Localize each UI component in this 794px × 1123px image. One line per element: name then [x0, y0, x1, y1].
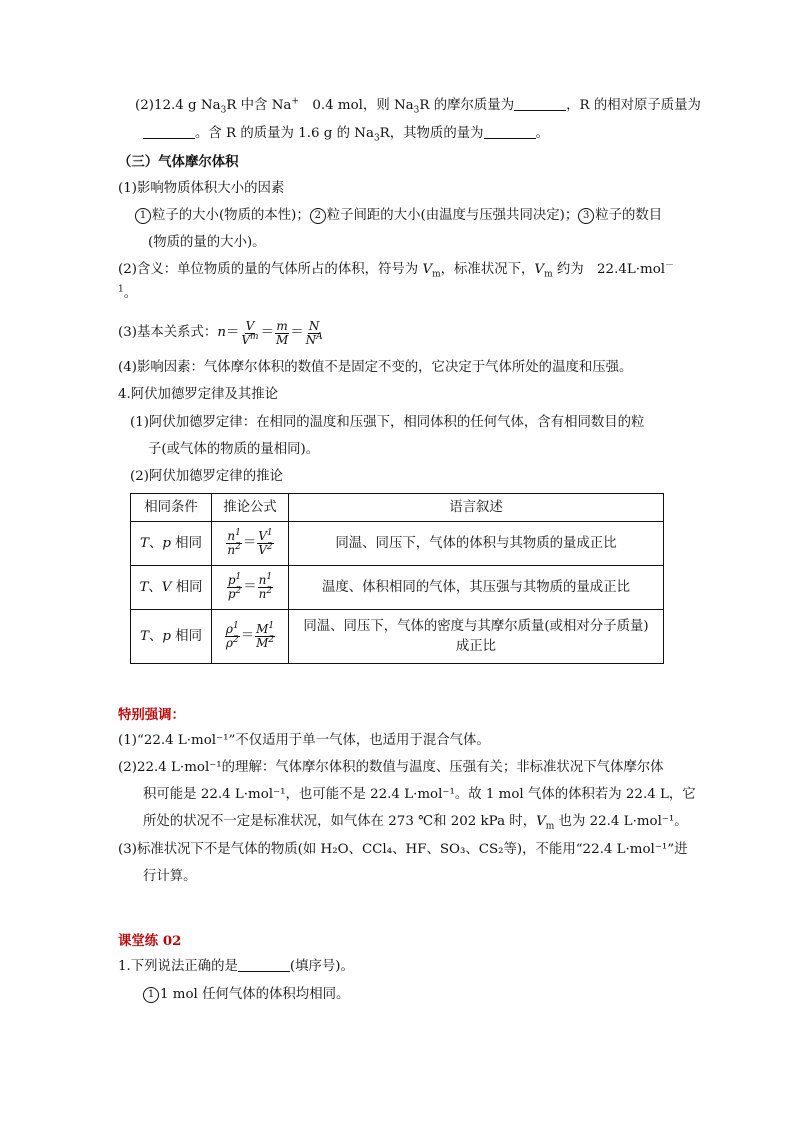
table-header-cell: 推论公式 [212, 494, 289, 522]
section4-p1: (1)阿伏加德罗定律：在相同的温度和压强下，相同体积的任何气体，含有相同数目的粒 [130, 415, 645, 430]
q2-line-1: (2)12.4 g $Na_3R$ 中含 Na+ 0.4 mol，则 $Na_3R$ 的摩尔质量为 ，R 的相对原子质量为 [135, 96, 701, 116]
emphasis-title: 特别强调： [118, 707, 185, 723]
practice-title: 课堂练 02 [118, 933, 182, 949]
table-cell-formula: $\frac{\rho^1}{\rho^2}$ ＝ $\frac{M^1}{M^2}$ [212, 610, 289, 664]
section-title-gas-molar-volume: （三）气体摩尔体积 [118, 154, 239, 170]
emphasis-item-3-line-2: 行计算。 [143, 869, 197, 884]
circled-number-1: 1 [135, 208, 151, 224]
section3-p2: (2)含义：单位物质的量的气体所占的体积，符号为 $V_m$，标准状况下，$V_m$ 约为 22.4L·mol－ [118, 260, 675, 280]
table-cell-condition: T、p 相同 [131, 610, 212, 664]
answer-blank-molar-mass[interactable] [514, 96, 566, 111]
table-header-row [131, 494, 664, 522]
section3-p4: (4)影响因素：气体摩尔体积的数值不是固定不变的，它决定于气体所处的温度和压强。 [118, 360, 633, 375]
practice-q1-option-1: 1 1 mol 任何气体的体积均相同。 [143, 985, 349, 1005]
emphasis-item-2-line-3: 所处的状况不一定是标准状况，如气体在 273 ℃和 202 kPa 时，$V_m$ 也为 22.4 L·mol⁻¹。 [143, 814, 688, 832]
table-header-cell: 相同条件 [131, 494, 212, 522]
section4-p1-cont: 子(或气体的物质的量相同)。 [148, 442, 320, 457]
section4-p2: (2)阿伏加德罗定律的推论 [130, 469, 283, 484]
answer-blank-atomic-mass[interactable] [143, 124, 195, 139]
q2-line-2: 。含 R 的质量为 1.6 g 的 $Na_3R$，其物质的量为 。 [143, 124, 549, 144]
table-cell-description: 同温、同压下，气体的密度与其摩尔质量(或相对分子质量) 成正比 [289, 610, 664, 664]
emphasis-item-3-line-1: (3)标准状况下不是气体的物质(如 H₂O、CCl₄、HF、SO₃、CS₂等)，不能用“22.4 L·mol⁻¹”进 [118, 842, 688, 857]
table-cell-condition: T、V 相同 [131, 566, 212, 610]
table-cell-description: 同温、同压下，气体的体积与其物质的量成正比 [289, 522, 664, 566]
table-cell-condition: T、p 相同 [131, 522, 212, 566]
circled-number-1: 1 [143, 987, 159, 1003]
fraction-v-over-vm: $\frac{V}{V^m}$ [241, 318, 259, 347]
table-cell-formula: $\frac{p^1}{p^2}$ ＝ $\frac{n^1}{n^2}$ [212, 566, 289, 610]
circled-number-2: 2 [310, 208, 326, 224]
fraction-N-over-NA: $\frac{N}{N^A}$ [305, 318, 323, 347]
section3-p2-cont: $^1$。 [118, 284, 138, 301]
practice-q1: 1.下列说法正确的是 (填序号)。 [118, 959, 354, 974]
answer-blank-q1[interactable] [238, 957, 290, 972]
emphasis-item-2-line-1: (2)22.4 L·mol⁻¹的理解：气体摩尔体积的数值与温度、压强有关；非标准状况下气体摩尔体 [118, 760, 664, 775]
fraction-m-over-M: $\frac{m}{M}$ [275, 318, 289, 347]
table-row [131, 610, 664, 664]
table-row [131, 566, 664, 610]
emphasis-item-2-line-2: 积可能是 22.4 L·mol⁻¹，也可能不是 22.4 L·mol⁻¹。故 1 mol 气体的体积若为 22.4 L，它 [143, 787, 696, 802]
section3-p1-cont: (物质的量的大小)。 [148, 235, 266, 250]
section3-p3-formula: (3)基本关系式： n ＝ $\frac{V}{V^m}$ ＝ $\frac{m}{M}$ ＝ $\frac{N}{N^A}$ [118, 318, 323, 347]
table-cell-formula: $\frac{n^1}{n^2}$ ＝ $\frac{V^1}{V^2}$ [212, 522, 289, 566]
circled-number-3: 3 [578, 208, 594, 224]
section3-p1: (1)影响物质体积大小的因素 [118, 181, 285, 196]
answer-blank-amount[interactable] [484, 124, 536, 139]
avogadro-inference-table [130, 493, 664, 664]
table-header-cell: 语言叙述 [289, 494, 664, 522]
table-row [131, 522, 664, 566]
emphasis-item-1: (1)“22.4 L·mol⁻¹”不仅适用于单一气体，也适用于混合气体。 [118, 733, 490, 748]
table-cell-description: 温度、体积相同的气体，其压强与其物质的量成正比 [289, 566, 664, 610]
section3-p1-items: 1 粒子的大小(物质的本性)； 2 粒子间距的大小(由温度与压强共同决定)； 3 粒子的数目 [135, 206, 662, 226]
section4-title: 4.阿伏加德罗定律及其推论 [118, 387, 279, 402]
